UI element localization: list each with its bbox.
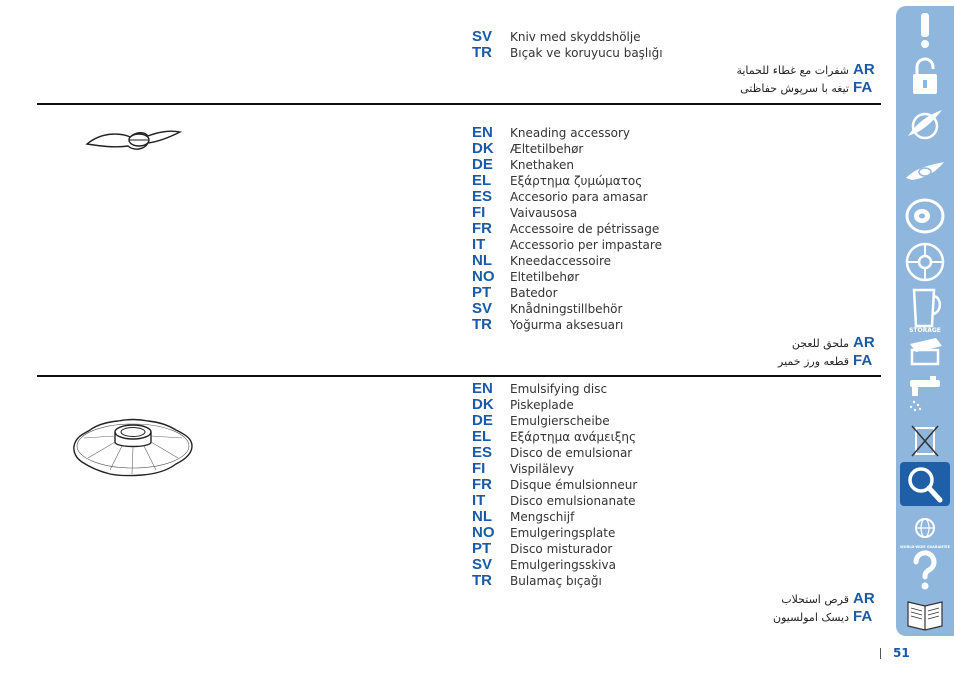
tap-cleaning-icon[interactable] [900, 372, 950, 416]
question-icon[interactable] [900, 548, 950, 592]
term-text: Kneedaccessoire [510, 254, 612, 268]
term-text: Batedor [510, 286, 558, 300]
term-text: Piskeplade [510, 398, 574, 412]
term-text: Æltetilbehør [510, 142, 584, 156]
term-text: Bulamaç bıçağı [510, 574, 602, 588]
guarantee-label: WORLD-WIDE GUARANTEE [900, 545, 950, 549]
lang-code: DK [472, 396, 494, 413]
lang-code: PT [472, 284, 492, 301]
lang-code: FA [853, 608, 873, 625]
term-text: Disque émulsionneur [510, 478, 638, 492]
chapter-sidebar [896, 6, 954, 636]
term-text: Vispilälevy [510, 462, 575, 476]
term-text: Mengschijf [510, 510, 575, 524]
emulsifying-disc-icon[interactable] [900, 240, 950, 284]
term-text: Disco de emulsionar [510, 446, 633, 460]
top-rtl-list [736, 60, 881, 96]
lang-code: AR [853, 61, 875, 78]
lock-icon[interactable] [900, 54, 950, 98]
storage-label: STORAGE [909, 327, 941, 334]
search-icon[interactable] [900, 462, 950, 506]
lang-code: NO [472, 524, 495, 541]
section-divider [37, 375, 881, 377]
term-row [472, 29, 663, 45]
rtl-term: تيغه با سرپوش حفاظتی [740, 82, 849, 95]
lang-code: SV [472, 28, 493, 45]
page-number-text: 51 [893, 646, 910, 660]
guarantee-globe-icon[interactable] [900, 506, 950, 550]
lang-code: FR [472, 476, 492, 493]
kneading-rtl-list [778, 333, 881, 369]
lang-code: FA [853, 352, 873, 369]
lang-code: IT [472, 492, 486, 509]
rtl-term: قرص استحلاب [781, 593, 849, 606]
lang-code: AR [853, 590, 875, 607]
emulsifying-term-list [472, 381, 637, 589]
lang-code: FI [472, 460, 486, 477]
term-text: Accessoire de pétrissage [510, 222, 660, 236]
lang-code: SV [472, 556, 493, 573]
term-text: Kneading accessory [510, 126, 631, 140]
term-text: Yoğurma aksesuarı [510, 318, 624, 332]
lang-code: EL [472, 172, 492, 189]
lang-code: FI [472, 204, 486, 221]
term-text: Accesorio para amasar [510, 190, 648, 204]
lang-code: NL [472, 252, 492, 269]
page-divider [880, 648, 881, 659]
lang-code: ES [472, 188, 493, 205]
lang-code: TR [472, 316, 492, 333]
lang-code: EN [472, 380, 493, 397]
lang-code: FA [853, 79, 873, 96]
term-text: Accessorio per impastare [510, 238, 662, 252]
disposal-icon[interactable] [900, 418, 950, 462]
term-text: Emulgeringsskiva [510, 558, 616, 572]
lang-code: SV [472, 300, 493, 317]
rtl-term: دیسک امولسیون [773, 611, 849, 624]
term-text: Disco emulsionanate [510, 494, 636, 508]
page-number [880, 646, 910, 660]
lang-code: DE [472, 156, 493, 173]
lang-code: EL [472, 428, 492, 445]
lang-code: ES [472, 444, 493, 461]
rtl-term: قطعه ورز خمیر [778, 355, 849, 368]
disc-icon[interactable] [900, 194, 950, 238]
lang-code: EN [472, 124, 493, 141]
term-text: Emulgeringsplate [510, 526, 616, 540]
term-text: Knådningstillbehör [510, 302, 623, 316]
kneading-term-list [472, 125, 662, 333]
term-text: Bıçak ve koruyucu başlığı [510, 46, 663, 60]
lang-code: TR [472, 44, 492, 61]
kneading-icon[interactable] [900, 148, 950, 192]
blade-icon[interactable] [900, 102, 950, 146]
top-term-list [472, 29, 663, 61]
term-text: Emulgierscheibe [510, 414, 610, 428]
lang-code: AR [853, 334, 875, 351]
warning-icon[interactable] [900, 8, 950, 52]
kneading-accessory-illustration [84, 124, 184, 158]
storage-icon[interactable] [900, 324, 950, 368]
manual-book-icon[interactable] [900, 590, 950, 634]
term-text: Disco misturador [510, 542, 613, 556]
term-row [472, 45, 663, 61]
emulsifying-disc-illustration [70, 408, 196, 484]
term-text: Eltetilbehør [510, 270, 580, 284]
lang-code: DE [472, 412, 493, 429]
lang-code: IT [472, 236, 486, 253]
term-text: Vaivausosa [510, 206, 578, 220]
term-text: Knethaken [510, 158, 575, 172]
section-divider [37, 103, 881, 105]
lang-code: FR [472, 220, 492, 237]
rtl-term: ملحق للعجن [791, 337, 849, 350]
lang-code: DK [472, 140, 494, 157]
lang-code: NL [472, 508, 492, 525]
lang-code: PT [472, 540, 492, 557]
emulsifying-rtl-list [773, 589, 881, 625]
lang-code: NO [472, 268, 495, 285]
rtl-term: شفرات مع غطاء للحماية [736, 64, 849, 77]
term-text: Εξάρτημα ανάμειξης [510, 430, 637, 444]
term-text: Emulsifying disc [510, 382, 608, 396]
lang-code: TR [472, 572, 492, 589]
term-text: Kniv med skyddshölje [510, 30, 641, 44]
term-text: Εξάρτημα ζυμώματος [510, 174, 643, 188]
